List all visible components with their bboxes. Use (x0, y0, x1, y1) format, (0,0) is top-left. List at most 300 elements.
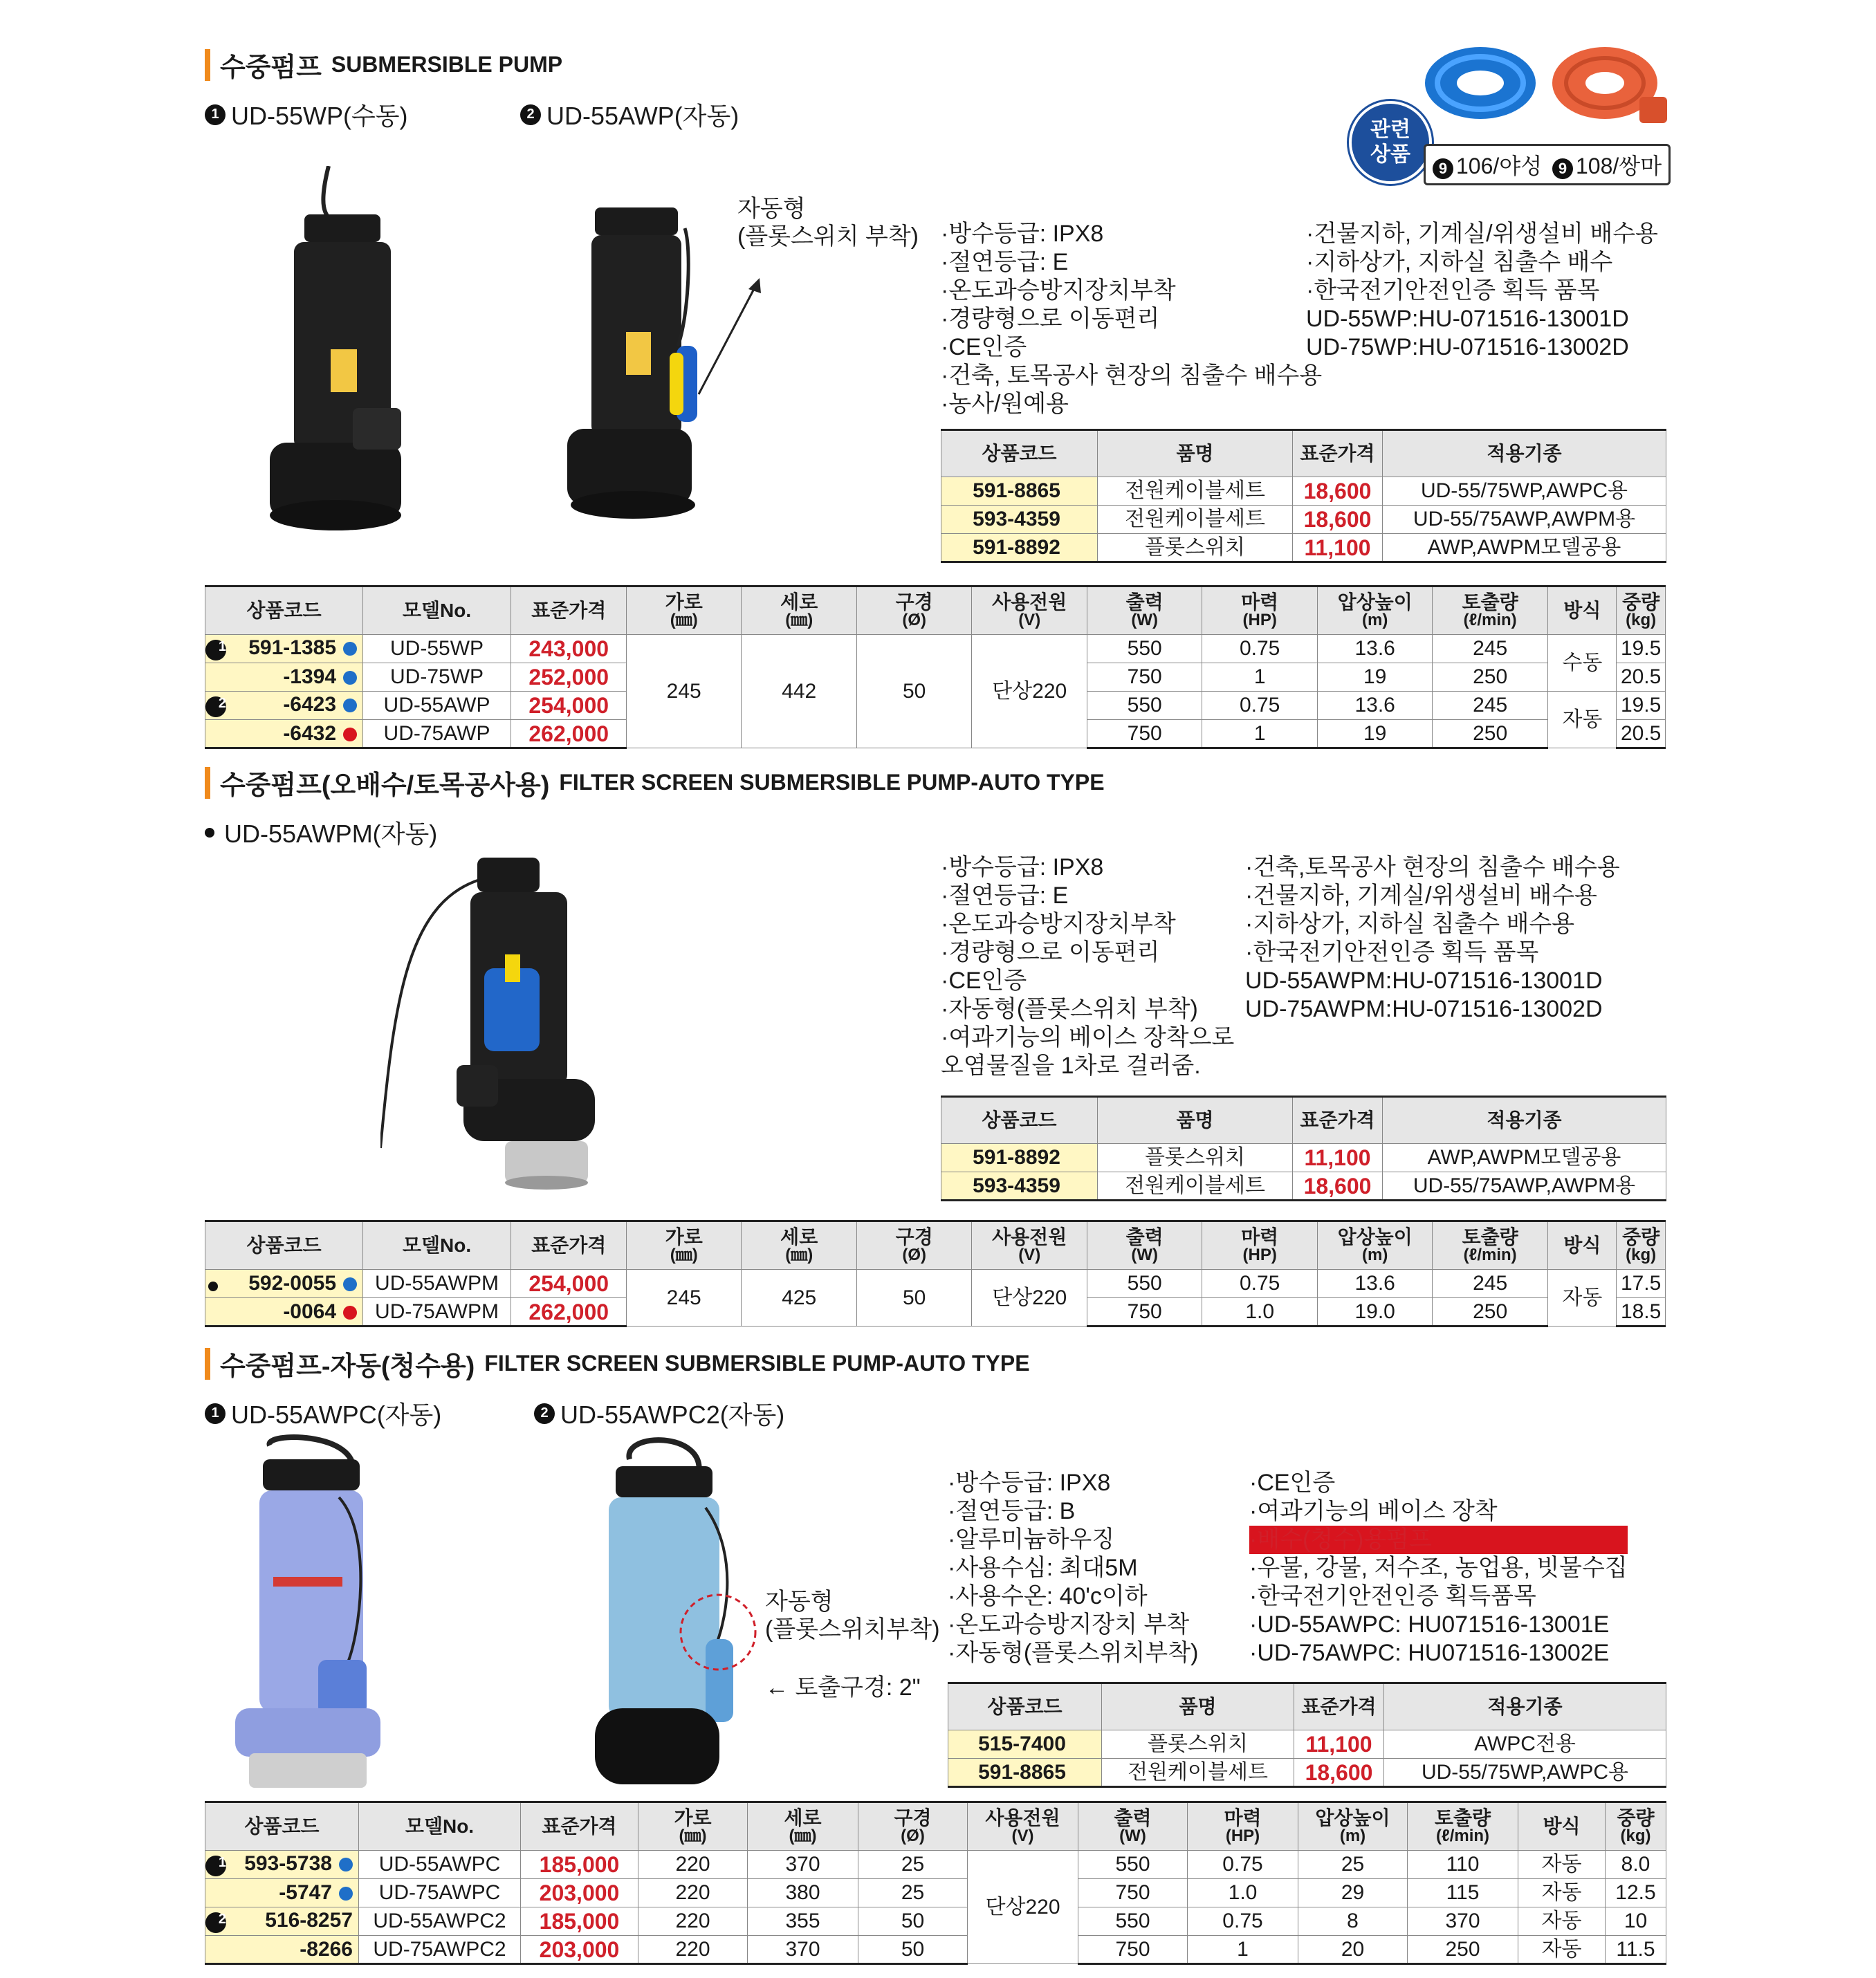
section1-title-ko: 수중펌프 (220, 53, 322, 82)
header-power: 사용전원 (V) (971, 586, 1087, 635)
feature: ·건물지하, 기계실/위생설비 배수용 (1306, 221, 1658, 247)
price: 185,000 (521, 1907, 638, 1936)
blue-dot-icon (339, 1887, 353, 1901)
header-hp: 마력 (HP) (1188, 1802, 1298, 1851)
section2-features-right (1245, 853, 1620, 1024)
mode: 자동 (1548, 1270, 1617, 1327)
weight: 20.5 (1617, 720, 1666, 748)
blue-dot-icon (343, 642, 357, 656)
callout-arrow (692, 277, 768, 401)
acc-header-applies: 적용기종 (1383, 430, 1666, 477)
number-badge-2: 2 (205, 696, 226, 717)
weight: 10 (1606, 1907, 1666, 1936)
output: 750 (1078, 1879, 1188, 1907)
table-row[interactable] (941, 506, 1666, 534)
acc-header-applies: 적용기종 (1383, 1097, 1666, 1144)
pump-ud55awpc-image (235, 1432, 394, 1798)
head: 13.6 (1318, 692, 1432, 720)
header-head: 압상높이 (m) (1318, 586, 1432, 635)
header-mode: 방식 (1518, 1802, 1606, 1851)
section2-accessory-table (941, 1096, 1666, 1201)
price: 262,000 (511, 1298, 627, 1327)
number-badge-1: 1 (205, 640, 226, 660)
table-row[interactable] (941, 1172, 1666, 1201)
acc-code[interactable]: 591-8892 (941, 1144, 1098, 1172)
category-9-icon: 9 (1552, 158, 1573, 179)
table-row[interactable] (205, 1879, 1666, 1907)
hp: 0.75 (1202, 1270, 1318, 1298)
flow: 250 (1432, 663, 1548, 692)
acc-header-applies: 적용기종 (1384, 1683, 1666, 1730)
acc-header-code: 상품코드 (941, 1097, 1098, 1144)
depth: 380 (748, 1879, 858, 1907)
acc-price: 18,600 (1293, 506, 1383, 534)
header-output: 출력 (W) (1078, 1802, 1188, 1851)
table-row[interactable] (205, 1851, 1666, 1879)
header-flow: 토출량 (ℓ/min) (1432, 1221, 1548, 1270)
hp: 0.75 (1188, 1907, 1298, 1936)
acc-price: 18,600 (1294, 1759, 1384, 1787)
feature: UD-75WP:HU-071516-13002D (1306, 334, 1629, 360)
width: 220 (638, 1851, 748, 1879)
diameter: 50 (858, 1936, 968, 1964)
product-code[interactable]: 2 516-8257 (205, 1907, 359, 1936)
section1-features-left (941, 220, 1322, 418)
weight: 8.0 (1606, 1851, 1666, 1879)
section3-callout (765, 1588, 940, 1643)
number-badge-2: 2 (534, 1403, 555, 1424)
mode: 수동 (1548, 635, 1617, 692)
diameter: 50 (857, 1270, 971, 1327)
number-badge-1: 1 (205, 104, 226, 125)
feature: ·알루미늄하우징 (948, 1526, 1115, 1553)
feature: ·CE인증 (941, 334, 1027, 360)
related-products-badge (1349, 101, 1432, 184)
weight: 20.5 (1617, 663, 1666, 692)
section3-model2 (534, 1396, 784, 1431)
bullet-dot (205, 828, 214, 838)
weight: 19.5 (1617, 692, 1666, 720)
feature: 오염물질을 1차로 걸러줌. (941, 1053, 1201, 1079)
output: 750 (1078, 1936, 1188, 1964)
model-no: UD-55WP (363, 635, 511, 663)
feature: ·지하상가, 지하실 침출수 배수 (1306, 249, 1613, 275)
section1-accessory-table (941, 429, 1666, 563)
float-switch-highlight (677, 1591, 760, 1674)
depth: 425 (741, 1270, 857, 1327)
product-code[interactable]: -8266 (205, 1936, 359, 1964)
red-dot-icon (343, 728, 357, 741)
feature: ·절연등급: B (948, 1498, 1076, 1524)
related-products-box[interactable] (1424, 144, 1671, 185)
acc-applies: UD-55/75AWP,AWPM용 (1383, 506, 1666, 534)
output: 550 (1078, 1851, 1188, 1879)
hp: 1.0 (1188, 1879, 1298, 1907)
header-dia: 구경 (Ø) (857, 586, 971, 635)
acc-code[interactable]: 593-4359 (941, 1172, 1098, 1201)
section3-title-ko: 수중펌프-자동(청수용) (220, 1352, 475, 1381)
acc-code[interactable]: 593-4359 (941, 506, 1098, 534)
model-no: UD-75AWPC (359, 1879, 521, 1907)
hp: 1.0 (1202, 1298, 1318, 1327)
weight: 12.5 (1606, 1879, 1666, 1907)
header-depth: 세로 (㎜) (741, 1221, 857, 1270)
header-depth: 세로 (㎜) (741, 586, 857, 635)
section2-title (205, 764, 1105, 802)
feature: UD-55WP:HU-071516-13001D (1306, 306, 1629, 332)
feature: UD-75AWPM:HU-071516-13002D (1245, 996, 1603, 1022)
output: 750 (1087, 720, 1202, 748)
diameter: 25 (858, 1851, 968, 1879)
product-code[interactable]: 1 593-5738 (205, 1851, 359, 1879)
flow: 245 (1432, 692, 1548, 720)
section1-callout (737, 195, 919, 250)
title-accent-bar (205, 49, 210, 81)
model-no: UD-75AWPM (363, 1298, 511, 1327)
acc-price: 18,600 (1293, 1172, 1383, 1201)
hp: 0.75 (1202, 635, 1318, 663)
header-price: 표준가격 (511, 1221, 627, 1270)
width: 220 (638, 1907, 748, 1936)
output: 550 (1087, 1270, 1202, 1298)
head: 13.6 (1318, 1270, 1432, 1298)
number-badge-2: 2 (205, 1912, 226, 1933)
related-item-2: 108/쌍마 (1576, 154, 1662, 178)
acc-applies: UD-55/75AWP,AWPM용 (1383, 1172, 1666, 1201)
blue-dot-icon (343, 1277, 357, 1291)
acc-name: 플롯스위치 (1102, 1730, 1294, 1759)
width: 220 (638, 1879, 748, 1907)
hp: 1 (1188, 1936, 1298, 1964)
weight: 17.5 (1617, 1270, 1666, 1298)
category-9-icon: 9 (1433, 158, 1453, 179)
header-dia: 구경 (Ø) (858, 1802, 968, 1851)
header-weight: 중량 (kg) (1617, 1221, 1666, 1270)
acc-name: 전원케이블세트 (1102, 1759, 1294, 1787)
header-width: 가로 (㎜) (638, 1802, 748, 1851)
section2-title-ko: 수중펌프(오배수/토목공사용) (220, 771, 550, 800)
acc-name: 전원케이블세트 (1098, 1172, 1293, 1201)
acc-header-name: 품명 (1102, 1683, 1294, 1730)
flow: 250 (1432, 1298, 1548, 1327)
callout-line2: (플롯스위치부착) (765, 1616, 940, 1643)
header-hp: 마력 (HP) (1202, 1221, 1318, 1270)
price: 252,000 (511, 663, 627, 692)
header-dia: 구경 (Ø) (857, 1221, 971, 1270)
mode: 자동 (1518, 1879, 1606, 1907)
width: 245 (627, 635, 741, 748)
section3-spec-table (205, 1801, 1666, 1965)
acc-code[interactable]: 591-8865 (948, 1759, 1102, 1787)
table-row[interactable] (948, 1759, 1666, 1787)
related-badge-line2: 상품 (1370, 143, 1410, 166)
price: 262,000 (511, 720, 627, 748)
feature: ·자동형(플롯스위치 부착) (941, 996, 1198, 1022)
head: 20 (1298, 1936, 1408, 1964)
acc-header-name: 품명 (1098, 1097, 1293, 1144)
model1-label: UD-55AWPC(자동) (231, 1401, 442, 1429)
acc-header-code: 상품코드 (948, 1683, 1102, 1730)
price: 203,000 (521, 1936, 638, 1964)
header-model: 모델No. (359, 1802, 521, 1851)
flow: 115 (1408, 1879, 1518, 1907)
number-badge-1: 1 (205, 1856, 226, 1876)
header-model: 모델No. (363, 1221, 511, 1270)
acc-header-price: 표준가격 (1293, 1097, 1383, 1144)
model-no: UD-75WP (363, 663, 511, 692)
section1-title-en: SUBMERSIBLE PUMP (331, 52, 563, 77)
orange-hose-image (1549, 41, 1674, 128)
feature: ·경량형으로 이동편리 (941, 306, 1160, 332)
header-price: 표준가격 (511, 586, 627, 635)
feature: ·한국전기안전인증 획득 품목 (1245, 939, 1539, 965)
blue-hose-image (1422, 41, 1539, 124)
product-code[interactable]: -5747 (205, 1879, 359, 1907)
mode: 자동 (1518, 1851, 1606, 1879)
feature: ·사용수심: 최대5M (948, 1555, 1138, 1581)
bullet-dot (208, 1282, 218, 1291)
header-flow: 토출량 (ℓ/min) (1408, 1802, 1518, 1851)
product-code[interactable]: 1 591-1385 (205, 635, 363, 663)
related-badge-line1: 관련 (1370, 118, 1410, 141)
weight: 19.5 (1617, 635, 1666, 663)
depth: 370 (748, 1851, 858, 1879)
acc-name: 전원케이블세트 (1098, 506, 1293, 534)
feature: ·건축, 토목공사 현장의 침출수 배수용 (941, 362, 1323, 389)
section1-model1 (205, 97, 408, 132)
section2-features-left (941, 853, 1234, 1080)
output: 550 (1087, 692, 1202, 720)
head: 25 (1298, 1851, 1408, 1879)
pump-ud55wp-image (263, 166, 408, 533)
feature: ·한국전기안전인증 획득 품목 (1306, 277, 1600, 304)
callout-line1: 자동형 (737, 196, 806, 222)
diameter: 50 (858, 1907, 968, 1936)
number-badge-2: 2 (520, 104, 541, 125)
acc-code[interactable]: 591-8892 (941, 534, 1098, 562)
feature: ·온도과승방지장치부착 (941, 911, 1176, 937)
hp: 0.75 (1188, 1851, 1298, 1879)
power: 단상220 (971, 635, 1087, 748)
feature: ·온도과승방지장치부착 (941, 277, 1176, 304)
model-no: UD-75AWP (363, 720, 511, 748)
feature: ·자동형(플롯스위치부착) (948, 1640, 1199, 1666)
header-price: 표준가격 (521, 1802, 638, 1851)
header-power: 사용전원 (V) (968, 1802, 1078, 1851)
model-no: UD-75AWPC2 (359, 1936, 521, 1964)
header-width: 가로 (㎜) (627, 586, 741, 635)
feature: ·건축,토목공사 현장의 침출수 배수용 (1245, 854, 1620, 880)
feature: ·CE인증 (941, 968, 1027, 994)
section2-spec-table (205, 1220, 1666, 1327)
header-weight: 중량 (kg) (1617, 586, 1666, 635)
acc-price: 18,600 (1293, 477, 1383, 506)
mode: 자동 (1548, 692, 1617, 748)
feature: ·UD-55AWPC: HU071516-13001E (1249, 1611, 1610, 1638)
mode: 자동 (1518, 1907, 1606, 1936)
title-accent-bar (205, 1348, 210, 1380)
section2-model (205, 815, 437, 850)
section3-features-right (1249, 1469, 1628, 1667)
acc-name: 플롯스위치 (1098, 1144, 1293, 1172)
model1-label: UD-55WP(수동) (231, 102, 408, 130)
price: 243,000 (511, 635, 627, 663)
header-model: 모델No. (363, 586, 511, 635)
acc-price: 11,100 (1293, 1144, 1383, 1172)
diameter: 50 (857, 635, 971, 748)
product-code[interactable]: -6432 (205, 720, 363, 748)
width: 245 (627, 1270, 741, 1327)
weight: 18.5 (1617, 1298, 1666, 1327)
feature: ·여과기능의 베이스 장착 (1249, 1498, 1498, 1524)
model2-label: UD-55AWP(자동) (546, 102, 739, 130)
model-no: UD-55AWPM (363, 1270, 511, 1298)
acc-name: 플롯스위치 (1098, 534, 1293, 562)
table-row[interactable] (205, 1270, 1666, 1298)
feature: ·한국전기안전인증 획득품목 (1249, 1583, 1536, 1609)
feature: ·우물, 강물, 저수조, 농업용, 빗물수집 (1249, 1555, 1628, 1581)
feature: ·절연등급: E (941, 882, 1069, 909)
acc-applies: UD-55/75WP,AWPC용 (1384, 1759, 1666, 1787)
flow: 250 (1432, 720, 1548, 748)
feature: ·UD-75AWPC: HU071516-13002E (1249, 1640, 1610, 1666)
feature: ·사용수온: 40'c이하 (948, 1583, 1148, 1609)
blue-dot-icon (343, 671, 357, 685)
header-weight: 중량 (kg) (1606, 1802, 1666, 1851)
section3-model1 (205, 1396, 441, 1431)
section1-features-right (1306, 220, 1658, 362)
model-no: UD-55AWPC (359, 1851, 521, 1879)
header-output: 출력 (W) (1087, 1221, 1202, 1270)
header-width: 가로 (㎜) (627, 1221, 741, 1270)
feature: ·방수등급: IPX8 (941, 221, 1104, 247)
depth: 355 (748, 1907, 858, 1936)
outlet-diameter-label: ← 토출구경: 2" (765, 1674, 921, 1701)
acc-code[interactable]: 515-7400 (948, 1730, 1102, 1759)
header-code: 상품코드 (205, 1221, 363, 1270)
head: 8 (1298, 1907, 1408, 1936)
feature: ·경량형으로 이동편리 (941, 939, 1160, 965)
table-row[interactable] (948, 1730, 1666, 1759)
price: 254,000 (511, 692, 627, 720)
feature: ·방수등급: IPX8 (948, 1470, 1111, 1496)
feature-highlight: ·배수(청수)용펌프 (1249, 1526, 1628, 1554)
acc-price: 11,100 (1294, 1730, 1384, 1759)
acc-header-code: 상품코드 (941, 430, 1098, 477)
product-code[interactable]: -1394 (205, 663, 363, 692)
flow: 245 (1432, 1270, 1548, 1298)
flow: 250 (1408, 1936, 1518, 1964)
flow: 110 (1408, 1851, 1518, 1879)
model-no: UD-55AWP (363, 692, 511, 720)
feature: ·절연등급: E (941, 249, 1069, 275)
output: 750 (1087, 1298, 1202, 1327)
feature: ·여과기능의 베이스 장착으로 (941, 1024, 1235, 1051)
header-mode: 방식 (1548, 586, 1617, 635)
output: 750 (1087, 663, 1202, 692)
section3-title (205, 1344, 1030, 1383)
head: 19 (1318, 720, 1432, 748)
acc-applies: AWPC전용 (1384, 1730, 1666, 1759)
price: 185,000 (521, 1851, 638, 1879)
section1-title (205, 46, 562, 84)
hp: 1 (1202, 663, 1318, 692)
output: 550 (1087, 635, 1202, 663)
section3-title-en: FILTER SCREEN SUBMERSIBLE PUMP-AUTO TYPE (484, 1351, 1030, 1376)
acc-header-name: 품명 (1098, 430, 1293, 477)
output: 550 (1078, 1907, 1188, 1936)
table-row[interactable] (205, 1936, 1666, 1964)
model-label: UD-55AWPM(자동) (224, 820, 438, 848)
head: 19 (1318, 663, 1432, 692)
header-flow: 토출량 (ℓ/min) (1432, 586, 1548, 635)
hp: 0.75 (1202, 692, 1318, 720)
callout-line2: (플롯스위치 부착) (737, 223, 919, 250)
acc-applies: AWP,AWPM모델공용 (1383, 534, 1666, 562)
pump-ud55awp-image (567, 207, 706, 526)
model-no: UD-55AWPC2 (359, 1907, 521, 1936)
header-power: 사용전원 (V) (971, 1221, 1087, 1270)
section1-spec-table (205, 585, 1666, 749)
flow: 370 (1408, 1907, 1518, 1936)
feature: ·지하상가, 지하실 침출수 배수용 (1245, 911, 1575, 937)
header-code: 상품코드 (205, 1802, 359, 1851)
weight: 11.5 (1606, 1936, 1666, 1964)
table-row[interactable] (941, 534, 1666, 562)
table-row[interactable] (941, 1144, 1666, 1172)
number-badge-1: 1 (205, 1403, 226, 1424)
feature: ·농사/원예용 (941, 391, 1069, 417)
depth: 442 (741, 635, 857, 748)
header-hp: 마력 (HP) (1202, 586, 1318, 635)
blue-dot-icon (343, 699, 357, 712)
head: 13.6 (1318, 635, 1432, 663)
head: 29 (1298, 1879, 1408, 1907)
acc-name: 전원케이블세트 (1098, 477, 1293, 506)
header-code: 상품코드 (205, 586, 363, 635)
price: 254,000 (511, 1270, 627, 1298)
header-depth: 세로 (㎜) (748, 1802, 858, 1851)
callout-line1: 자동형 (765, 1589, 834, 1615)
table-row[interactable] (205, 635, 1666, 663)
product-code[interactable]: -0064 (205, 1298, 363, 1327)
acc-header-price: 표준가격 (1294, 1683, 1384, 1730)
feature: ·건물지하, 기계실/위생설비 배수용 (1245, 882, 1597, 909)
blue-dot-icon (339, 1858, 353, 1871)
acc-code[interactable]: 591-8865 (941, 477, 1098, 506)
related-item-1: 106/야성 (1456, 154, 1543, 178)
acc-price: 11,100 (1293, 534, 1383, 562)
head: 19.0 (1318, 1298, 1432, 1327)
table-row[interactable] (205, 1907, 1666, 1936)
section2-title-en: FILTER SCREEN SUBMERSIBLE PUMP-AUTO TYPE (559, 770, 1105, 795)
diameter: 25 (858, 1879, 968, 1907)
header-mode: 방식 (1548, 1221, 1617, 1270)
acc-header-price: 표준가격 (1293, 430, 1383, 477)
header-head: 압상높이 (m) (1318, 1221, 1432, 1270)
section3-accessory-table (948, 1682, 1666, 1788)
section3-features-left (948, 1469, 1198, 1667)
width: 220 (638, 1936, 748, 1964)
hp: 1 (1202, 720, 1318, 748)
feature: ·CE인증 (1249, 1470, 1336, 1496)
header-head: 압상높이 (m) (1298, 1802, 1408, 1851)
product-code[interactable]: 592-0055 (205, 1270, 363, 1298)
table-row[interactable] (941, 477, 1666, 506)
acc-applies: AWP,AWPM모델공용 (1383, 1144, 1666, 1172)
product-code[interactable]: 2 -6423 (205, 692, 363, 720)
power: 단상220 (968, 1851, 1078, 1964)
